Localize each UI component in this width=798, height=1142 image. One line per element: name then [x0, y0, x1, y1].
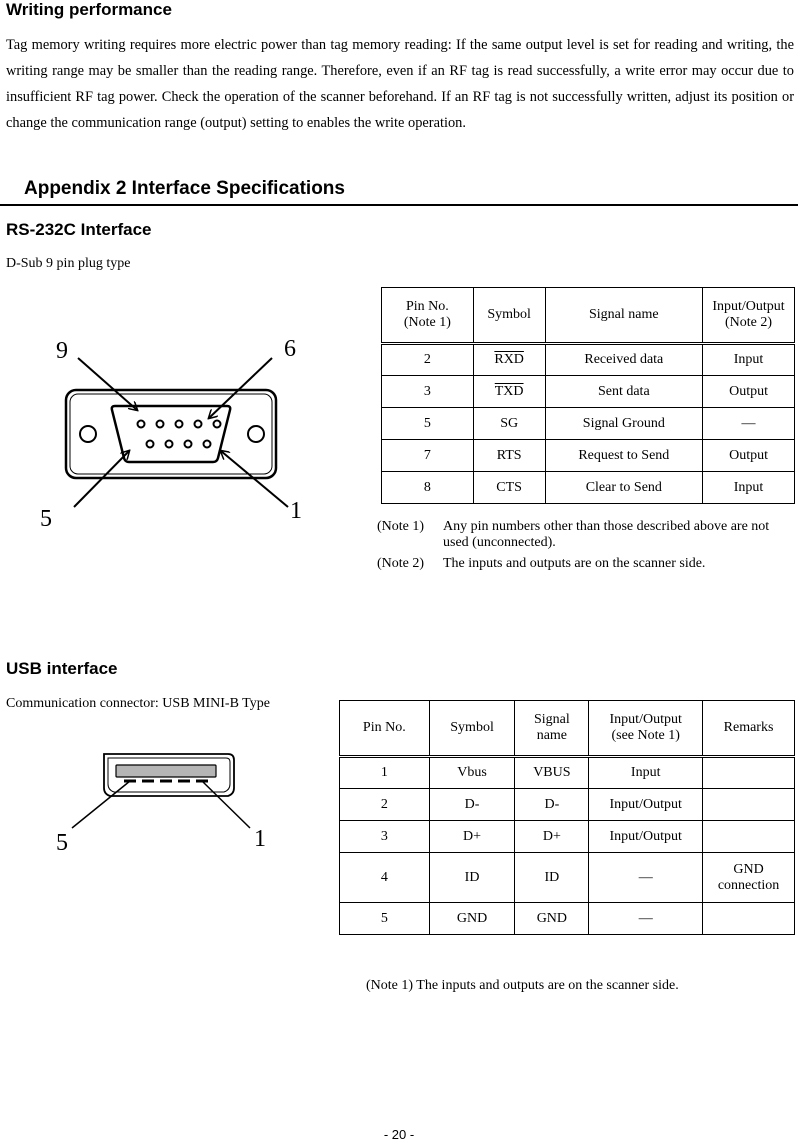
- writing-paragraph: Tag memory writing requires more electric power than tag memory reading: If the same output level is set for reading and writing, the writing range may be smaller than the reading range. Therefore, even if an RF tag is read successfully, a write error may occur due to insufficient RF tag power. Check the operation of the scanner beforehand. If an RF tag is not successfully written, adjust its position or change the communication range (output) setting to enables the write operation.: [6, 37, 794, 131]
- usb-label-5: 5: [56, 830, 68, 856]
- table-cell: [703, 821, 795, 853]
- dsub-label-5: 5: [40, 506, 52, 532]
- table-row: [340, 903, 795, 935]
- table-cell: Request to Send: [545, 440, 702, 472]
- header-cell: Remarks: [703, 701, 795, 757]
- table-cell: Vbus: [429, 757, 515, 789]
- table-row: [382, 440, 795, 472]
- table-cell: 5: [340, 903, 430, 935]
- rs232-note-1-text: Any pin numbers other than those described above are not used (unconnected).: [443, 519, 770, 550]
- dsub-label-1: 1: [290, 498, 302, 524]
- table-row: [382, 344, 795, 376]
- table-row: [382, 472, 795, 504]
- table-cell: [703, 789, 795, 821]
- header-cell: Symbol: [473, 288, 545, 344]
- rs232-subtitle: D-Sub 9 pin plug type: [6, 256, 131, 271]
- usb-subtitle: Communication connector: USB MINI-B Type: [6, 696, 270, 711]
- usb-label-1: 1: [254, 826, 266, 852]
- table-cell: 3: [340, 821, 430, 853]
- header-cell: Signal name: [515, 701, 589, 757]
- table-cell: SG: [473, 408, 545, 440]
- table-cell: 2: [340, 789, 430, 821]
- table-cell: VBUS: [515, 757, 589, 789]
- table-cell: [703, 757, 795, 789]
- header-cell: Input/Output (see Note 1): [589, 701, 703, 757]
- table-row: [340, 789, 795, 821]
- table-cell: 8: [382, 472, 474, 504]
- usb-pin-table: [339, 700, 795, 935]
- writing-heading: Writing performance: [6, 0, 172, 19]
- appendix-title: Appendix 2 Interface Specifications: [24, 178, 345, 199]
- dsub-label-9: 9: [56, 338, 68, 364]
- table-cell: CTS: [473, 472, 545, 504]
- rs232-pin-table: [381, 287, 795, 504]
- dsub9-connector-diagram: [30, 330, 310, 540]
- header-cell: Pin No.: [340, 701, 430, 757]
- table-cell: GND: [429, 903, 515, 935]
- rs232-note-1-label: (Note 1): [377, 519, 425, 534]
- table-cell: Input: [703, 472, 795, 504]
- table-cell: 4: [340, 853, 430, 903]
- table-header-row: [382, 288, 795, 344]
- rs232-heading: RS-232C Interface: [6, 220, 152, 239]
- table-cell: D-: [429, 789, 515, 821]
- usb-note: (Note 1) The inputs and outputs are on the scanner side.: [366, 978, 679, 993]
- table-cell: —: [703, 408, 795, 440]
- page-number: - 20 -: [383, 1127, 415, 1142]
- table-cell: —: [589, 903, 703, 935]
- table-cell: —: [589, 853, 703, 903]
- table-cell: D+: [429, 821, 515, 853]
- table-cell: 2: [382, 344, 474, 376]
- table-cell: Sent data: [545, 376, 702, 408]
- table-row: [340, 757, 795, 789]
- header-cell: Input/Output (Note 2): [703, 288, 795, 344]
- header-cell: Signal name: [545, 288, 702, 344]
- rs232-note-2-text: The inputs and outputs are on the scanner side.: [443, 556, 706, 571]
- table-cell: Output: [703, 440, 795, 472]
- table-row: [340, 853, 795, 903]
- table-cell: Input/Output: [589, 789, 703, 821]
- header-cell: Pin No. (Note 1): [382, 288, 474, 344]
- table-cell: RXD: [473, 344, 545, 376]
- appendix-title-bar: [0, 176, 798, 206]
- table-cell: GND connection: [703, 853, 795, 903]
- table-cell: D+: [515, 821, 589, 853]
- table-cell: Output: [703, 376, 795, 408]
- table-cell: Signal Ground: [545, 408, 702, 440]
- table-cell: 5: [382, 408, 474, 440]
- table-row: [340, 821, 795, 853]
- table-cell: ID: [429, 853, 515, 903]
- table-cell: Input/Output: [589, 821, 703, 853]
- table-cell: Received data: [545, 344, 702, 376]
- table-cell: [703, 903, 795, 935]
- usb-mini-b-connector-diagram: [60, 748, 260, 838]
- table-cell: GND: [515, 903, 589, 935]
- table-cell: RTS: [473, 440, 545, 472]
- table-cell: TXD: [473, 376, 545, 408]
- table-header-row: [340, 701, 795, 757]
- table-cell: Clear to Send: [545, 472, 702, 504]
- table-cell: D-: [515, 789, 589, 821]
- table-cell: 7: [382, 440, 474, 472]
- table-cell: 3: [382, 376, 474, 408]
- usb-heading: USB interface: [6, 659, 118, 678]
- header-cell: Symbol: [429, 701, 515, 757]
- table-cell: 1: [340, 757, 430, 789]
- table-row: [382, 376, 795, 408]
- table-cell: Input: [589, 757, 703, 789]
- table-cell: Input: [703, 344, 795, 376]
- rs232-note-2-label: (Note 2): [377, 556, 425, 571]
- table-cell: ID: [515, 853, 589, 903]
- table-row: [382, 408, 795, 440]
- dsub-label-6: 6: [284, 336, 296, 362]
